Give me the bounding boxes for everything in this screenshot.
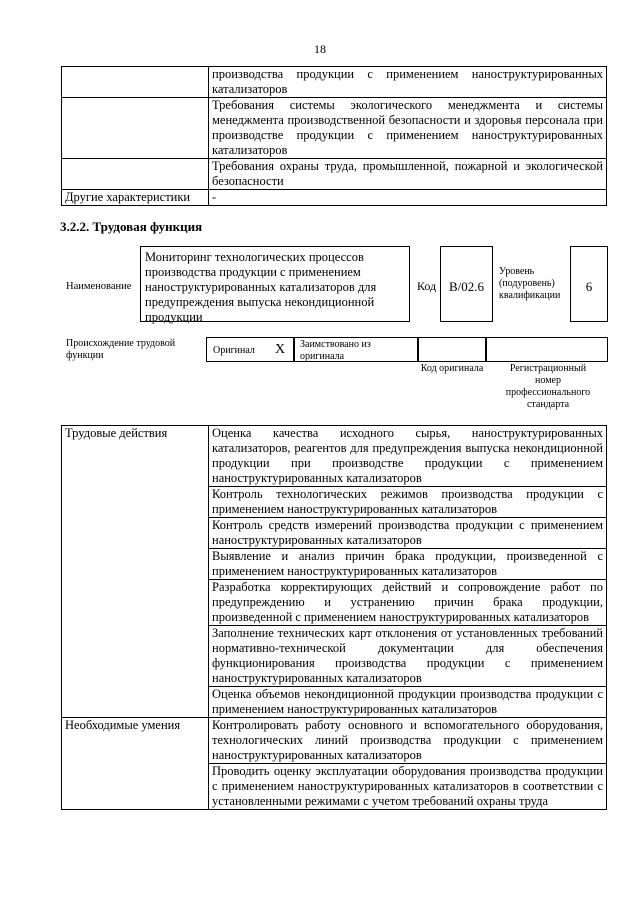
labor-actions-label: Трудовые действия <box>62 426 209 718</box>
table-cell-label <box>62 98 209 159</box>
table-row <box>62 190 607 206</box>
table-cell-label: Другие характеристики <box>62 190 209 206</box>
table-cell-text: - <box>209 190 607 206</box>
labor-action-cell: Оценка качества исходного сырья, наноструктурированных катализаторов, реагентов для предупреждения выпуска некондиционной продукции при производстве продукции с применением наноструктурированных катализаторов <box>209 426 607 487</box>
table-cell-label <box>62 159 209 190</box>
function-name-box <box>140 246 410 322</box>
table-row <box>62 98 607 159</box>
borrowed-label: Заимствовано из оригинала <box>300 339 371 362</box>
borrowed-box <box>294 337 418 362</box>
level-label: Уровень (подуровень) квалификации <box>499 266 561 301</box>
section-heading: 3.2.2. Трудовая функция <box>60 219 203 234</box>
name-label: Наименование <box>66 281 132 292</box>
labor-action-cell: Выявление и анализ причин брака продукции, произведенной с применением наноструктурированных катализаторов <box>209 549 607 580</box>
labor-action-cell: Контроль технологических режимов производства продукции с применением наноструктурированных катализаторов <box>209 487 607 518</box>
code-box <box>440 246 493 322</box>
origin-label: Происхождение трудовой функции <box>66 338 176 361</box>
table-row <box>62 718 607 764</box>
original-mark: X <box>275 342 286 357</box>
original-code-box <box>418 337 486 362</box>
original-label: Оригинал <box>213 345 255 356</box>
table-row <box>62 426 607 487</box>
table-cell-text: Требования охраны труда, промышленной, пожарной и экологической безопасности <box>209 159 607 190</box>
original-code-caption: Код оригинала <box>420 363 484 374</box>
original-box <box>206 337 294 362</box>
page-number: 18 <box>314 42 326 56</box>
labor-action-cell: Оценка объемов некондиционной продукции производства продукции с применением наноструктурированных катализаторов <box>209 687 607 718</box>
code-value: B/02.6 <box>448 279 485 294</box>
table-row <box>62 67 607 98</box>
labor-function-table <box>61 425 607 810</box>
labor-action-cell: Контроль средств измерений производства продукции с применением наноструктурированных катализаторов <box>209 518 607 549</box>
labor-action-cell: Разработка корректирующих действий и сопровождение работ по предупреждению и устранению причин брака продукции, произведенной с применением наноструктурированных катализаторов <box>209 580 607 626</box>
registration-number-box <box>486 337 608 362</box>
function-name-text: Мониторинг технологических процессов производства продукции с применением наноструктурированных катализаторов для предупреждения выпуска некондиционной продукции <box>145 250 377 324</box>
skill-cell: Контролировать работу основного и вспомогательного оборудования, технологических линий производства продукции с применением наноструктурированных катализаторов <box>209 718 607 764</box>
code-label: Код <box>417 279 437 293</box>
table-cell-text: производства продукции с применением наноструктурированных катализаторов <box>209 67 607 98</box>
skill-cell: Проводить оценку эксплуатации оборудования производства продукции с применением наноструктурированных катализаторов в соответствии с установленными режимами с учетом требований охраны труда <box>209 764 607 810</box>
level-box <box>570 246 608 322</box>
registration-number-caption: Регистрационный номер профессионального стандарта <box>505 363 591 410</box>
table-row <box>62 159 607 190</box>
level-value: 6 <box>585 279 593 294</box>
characteristics-table <box>61 66 607 206</box>
labor-action-cell: Заполнение технических карт отклонения от установленных требований нормативно-технической документации для обеспечения функционирования производства продукции с применением наноструктурированных катализаторов <box>209 626 607 687</box>
table-cell-text: Требования системы экологического менеджмента и системы менеджмента производственной безопасности и здоровья персонала при производстве продукции с применением наноструктурированных катализаторов <box>209 98 607 159</box>
table-cell-label <box>62 67 209 98</box>
skills-label: Необходимые умения <box>62 718 209 810</box>
